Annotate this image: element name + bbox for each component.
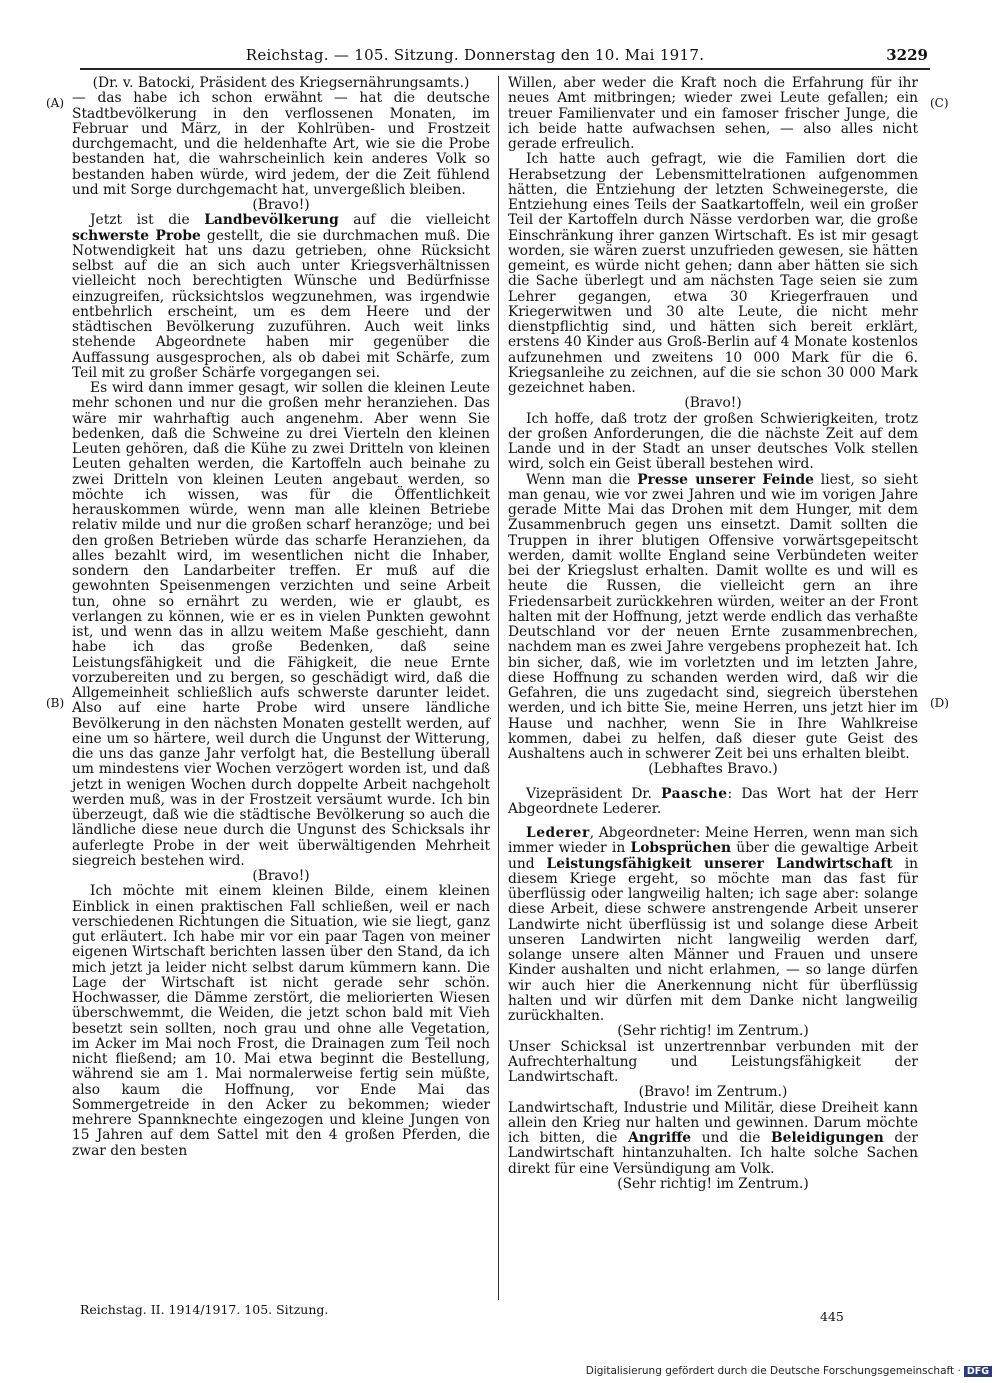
paragraph: Ich hatte auch gefragt, wie die Familien dort die Herabsetzung der Lebensmittelrationen aufgenommen hätten, die Entziehung der letzten Schweinegerste, die Entziehung eines Teils der Saatkartoffeln, weil ein großer Teil der Kartoffeln durch Nässe verdorben war, die große Einschränkung ihrer ganzen Wirtschaft. Es ist mir gesagt worden, sie wären zuerst unzufrieden gewesen, sie hätten gemeint, es würde nicht gehen; dann aber hätten sie sich die Sache überlegt und am nächsten Tage seien sie zum Lehrer gegangen, etwa 30 Kriegerfrauen und Kriegerwitwen und 30 alte Leute, die nicht mehr dienstpflichtig sind, und hätten sich bereit erklärt, erstens 40 Kinder aus Groß-Berlin auf 4 Monate kostenlos aufzunehmen und zweitens 10 000 Mark für die 6. Kriegsanleihe zu zeichnen, auf die sie schon 30 000 Mark gezeichnet haben. — [508, 151, 918, 396]
dfg-text: Digitalisierung gefördert durch die Deutsche Forschungsgemeinschaft · — [585, 1365, 961, 1377]
paragraph: Wenn man die Presse unserer Feinde liest, so sieht man genau, wie vor zwei Jahren und wie im vorigen Jahre gerade Mitte Mai das Drohen mit dem Hunger, mit dem Zusammenbruch gegen uns einsetzt. Damit sollten die Truppen in ihrer blutigen Offensive vorwärtsgepeitscht werden, damit wollte England seine Verbündeten weiter bei der Kriegslust erhalten. Damit wollte es und will es heute die Russen, die vielleicht gern an ihre Friedensarbeit zurückkehren würden, weiter an der Front halten mit der Hoffnung, jetzt werde endlich das verhaßte Deutschland vor der neuen Ernte zusammenbrechen, nachdem man es zwei Jahre vergebens prophezeit hat. Ich bin sicher, daß, wie im vorletzten und im letzten Jahre, diese Hoffnung zu schanden werden wird, daß wir die Gefahren, die uns zugedacht sind, siegreich überstehen werden, und ich bitte Sie, meine Herren, uns jetzt hier im Hause und nachher, wenn Sie in Ihre Wahlkreise kommen, dabei zu helfen, daß dieser gute Geist des Aushaltens auch in schwerer Zeit bei uns erhalten bleibt. — [508, 471, 919, 762]
footer-left: Reichstag. II. 1914/1917. 105. Sitzung. — [80, 1302, 329, 1317]
interjection: (Bravo!) — [252, 868, 310, 884]
header-title: Reichstag. — 105. Sitzung. Donnerstag den 10. Mai 1917. — [245, 46, 705, 64]
paragraph: Willen, aber weder die Kraft noch die Erfahrung für ihr neues Amt mitbringen; wieder zwei Leute gefallen; ein treuer Familienvater und ein famoser frischer Junge, die ich beide hatte aufwachsen sehen, — also alles nicht gerade erfreulich. — [508, 75, 918, 152]
interjection: (Bravo!) — [252, 197, 310, 213]
interjection: (Sehr richtig! im Zentrum.) — [617, 1175, 809, 1192]
paragraph: Unser Schicksal ist unzertrennbar verbunden mit der Aufrechterhaltung und Leistungsfähigkeit der Landwirtschaft. — [508, 1038, 918, 1085]
paragraph: Jetzt ist die Landbevölkerung auf die vielleicht schwerste Probe gestellt, die sie durchmachen muß. Die Notwendigkeit hat uns dazu getrieben, ohne Rücksicht selbst auf die an sich auch unter Kriegsverhältnissen vielleicht noch berechtigten Wünsche und Bedürfnisse einzugreifen, rücksichtslos wegzunehmen, was irgendwie entbehrlich erscheint, um es dem Heere und der städtischen Bevölkerung zuzuführen. Auch weit links stehende Abgeordnete haben mir gegenüber die Auffassung ausgesprochen, als ob dabei mit Schärfe, zum Teil mit zu großer Schärfe vorgegangen sei. — [72, 212, 490, 381]
interjection: (Bravo! im Zentrum.) — [638, 1084, 788, 1101]
interjection: (Sehr richtig! im Zentrum.) — [617, 1023, 809, 1040]
running-header — [80, 46, 930, 70]
speaker-note: (Dr. v. Batocki, Präsident des Kriegsernährungsamts.) — [92, 75, 470, 91]
margin-marker-a: (A) — [46, 96, 65, 110]
right-column — [508, 76, 918, 1192]
dfg-logo: DFG — [964, 1366, 992, 1377]
interjection: (Bravo!) — [684, 395, 742, 412]
margin-marker-b: (B) — [46, 696, 65, 710]
paragraph: — das habe ich schon erwähnt — hat die deutsche Stadtbevölkerung in den verflossenen Monaten, im Februar und März, in der Kohlrüben- und Frostzeit durchgemacht, und die heldenhafte Art, wie sie die Probe bestanden hat, die wahrscheinlich kein anderes Volk so bestanden haben würde, wird jedem, der die Zeit fühlend und mit Sorge durchgemacht hat, unvergeßlich bleiben. — [72, 90, 490, 198]
left-column — [72, 76, 490, 1159]
paragraph: Es wird dann immer gesagt, wir sollen die kleinen Leute mehr schonen und nur die großen mehr heranziehen. Das wäre mir wahrhaftig auch angenehm. Aber wenn Sie bedenken, daß die Schweine zu drei Vierteln den kleinen Leuten gehören, daß die Kühe zu zwei Dritteln von kleinen Leuten gehalten werden, die Kartoffeln auch beinahe zu zwei Dritteln von kleinen Leuten angebaut werden, so möchte ich wissen, was für die Öffentlichkeit herauskommen würde, wenn man alle kleinen Betriebe relativ milde und nur die großen scharf heranzöge; und bei den großen Betrieben würde das scharfe Heranziehen, da alles bezahlt wird, im wesentlichen nicht die Inhaber, sondern den Landarbeiter treffen. Er muß auf die gewohnten Speisenmengen verzichten und seine Arbeit tun, ohne so ernährt zu werden, wie er glaubt, es verlangen zu können, wie er es in vielen Punkten gewohnt ist, und wenn das in allzu weitem Maße geschieht, dann habe ich das große Bedenken, daß seine Leistungsfähigkeit und die Fähigkeit, die neue Ernte vorzubereiten und zu bergen, so geschädigt wird, daß die Allgemeinheit schließlich aufs schwerste darunter leidet. Also auf eine harte Probe wird unsere ländliche Bevölkerung in den nächsten Monaten gestellt werden, auf eine um so härtere, weil durch die Ungunst der Witterung, die uns das ganze Jahr verfolgt hat, die Bestellung überall um mindestens vier Wochen verzögert worden ist, und daß jetzt in wenigen Wochen durch doppelte Arbeit nachgeholt werden muß, was in der Frostzeit versäumt wurde. Ich bin überzeugt, daß wie die städtische Bevölkerung so auch die ländliche diese neue durch die Ungunst des Schicksals ihr auferlegte Probe in der weit überwältigenden Mehrheit siegreich bestehen wird. — [72, 380, 490, 869]
column-divider — [498, 76, 499, 1300]
paragraph: Landwirtschaft, Industrie und Militär, diese Dreiheit kann allein den Krieg nur halten und gewinnen. Darum möchte ich bitten, die Angriffe und die Beleidigungen der Landwirtschaft hintanzuhalten. Ich halte solche Sachen direkt für eine Versündigung am Volk. — [508, 1099, 918, 1177]
dfg-notice — [586, 1365, 992, 1377]
paragraph: Ich möchte mit einem kleinen Bilde, einem kleinen Einblick in einen praktischen Fall schließen, weil er nach verschiedenen Richtungen die Situation, wie sie liegt, ganz gut erläutert. Ich habe mir vor ein paar Tagen von meiner eigenen Wirtschaft berichten lassen über den Stand, da ich mich jetzt ja leider nicht selbst darum kümmern kann. Die Lage der Wirtschaft ist nicht gerade sehr schön. Hochwasser, die Dämme zerstört, die meliorierten Wiesen überschwemmt, die Weiden, die jetzt schon bald mit Vieh besetzt sein sollten, noch grau und ohne alle Vegetation, im Acker im Mai noch Frost, die Drainagen zum Teil noch nicht fließend; am 10. Mai etwa beginnt die Bestellung, während sie am 1. Mai normalerweise fertig sein müßte, also kaum die Hoffnung, vor Ende Mai das Sommergetreide in den Acker zu bekommen; wieder mehrere Spannknechte eingezogen und kleine Jungen von 15 Jahren auf dem Sattel mit den 4 großen Pferden, die zwar den besten — [72, 883, 490, 1159]
page-number: 3229 — [886, 46, 928, 64]
paragraph: Lederer, Abgeordneter: Meine Herren, wenn man sich immer wieder in Lobsprüchen über die gewaltige Arbeit und Leistungsfähigkeit unserer Landwirtschaft in diesem Kriege ergeht, so möchte man das fast für überflüssig oder langweilig halten; ich sage aber: solange diese Arbeit, diese schwere anstrengende Arbeit unserer Landwirte nicht überflüssig ist und solange diese Arbeit unseren Landwirten nicht langweilig werden darf, solange unsere alten Männer und Frauen und unsere Kinder aushalten und nicht erlahmen, — so lange dürfen wir auch hier die Anerkennung nicht für überflüssig halten und wir dürfen mit dem Danke nicht langweilig zurückhalten. — [508, 825, 919, 1024]
paragraph: Ich hoffe, daß trotz der großen Schwierigkeiten, trotz der großen Anforderungen, die die nächste Zeit auf dem Lande und in der Stadt an unser deutsches Volk stellen wird, solch ein Geist überall bestehen wird. — [508, 410, 918, 473]
paragraph: Vizepräsident Dr. Paasche: Das Wort hat der Herr Abgeordnete Lederer. — [508, 785, 918, 817]
margin-marker-c: (C) — [930, 96, 949, 110]
footer-page-number: 445 — [820, 1309, 844, 1324]
interjection: (Lebhaftes Bravo.) — [648, 761, 778, 778]
margin-marker-d: (D) — [930, 696, 949, 710]
